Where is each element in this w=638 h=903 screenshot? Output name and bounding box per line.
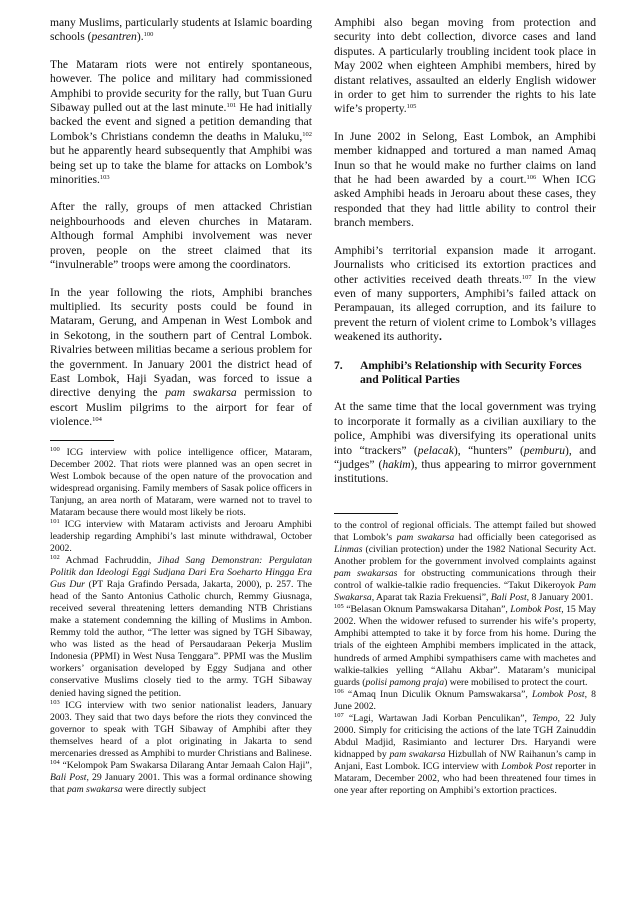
right-body-text bbox=[334, 16, 596, 487]
footnote-ref: 100 bbox=[143, 31, 154, 39]
footnote-ref: 105 bbox=[334, 603, 344, 611]
italic-text: pam swakarsa bbox=[165, 386, 237, 400]
italic-text: Tempo bbox=[532, 712, 558, 724]
italic-text: Jihad Sang Demonstran: Pergulatan Politik dan Ideologi Eggi Sudjana Dari Era Soeharto Hingga Era Gus Dur bbox=[50, 554, 312, 591]
footnote: to the control of regional officials. The attempt failed but showed that Lombok’s pam swakarsa had officially been categorised as Linmas (civilian protection) under the 1982 National Security Act. Another problem for the government involved complaints against pam swakarsas for obstructing communications through their control of walkie-talkie radio frequencies. “Takut Dikeroyok Pam Swakarsa, Aparat tak Razia Frekuensi”, Bali Post, 8 January 2001. bbox=[334, 520, 596, 604]
italic-text: Lombok Post bbox=[510, 604, 562, 616]
italic-text: Lombok Post bbox=[501, 760, 553, 772]
footnote-ref: 101 bbox=[50, 517, 60, 525]
italic-text: Lombok Post bbox=[531, 688, 585, 700]
footnote: $^{107}$ “Lagi, Wartawan Jadi Korban Penculikan”, Tempo, 22 July 2000. Simply for criticising the actions of the late TGH Zainuddin Abdul Madjid, Rasimianto and lecturer Drs. Haryandi were kidnapped by pam swakarsa Hizbullah of NW Raihanun’s camp in Anjani, East Lombok. ICG interview with Lombok Post reporter in Mataram, December 2002, who had been threatened four times in one year after reporting on Amphibi’s extortion practices. bbox=[334, 711, 596, 797]
italic-text: pam swakarsas bbox=[334, 568, 398, 580]
footnote-ref: 107 bbox=[334, 711, 344, 719]
italic-text: polisi pamong praja bbox=[365, 676, 445, 688]
body-paragraph: Amphibi’s territorial expansion made it arrogant. Journalists who criticised its extortion practices and other activities received death threats.$^{107}$ In the view even of many supporters, Amphibi’s failed attack on Perampauan, its alleged corruption, and its failure to prevent the return of violent crime to Lombok’s villages weakened its authority. bbox=[334, 243, 596, 344]
footnote: $^{105}$ “Belasan Oknum Pamswakarsa Ditahan”, Lombok Post, 15 May 2002. When the widower refused to surrender his wife’s property, Amphibi attempted to take it by force from his home. During the trials of the eighteen Amphibi members implicated in the attack, hundreds of armed Amphibi sympathisers came with machetes and walkie-talkies yelling “Allahu Akbar”. Mataram’s municipal guards (polisi pamong praja) were mobilised to protect the court. bbox=[334, 603, 596, 688]
footnote: $^{103}$ ICG interview with two senior nationalist leaders, January 2003. They said that two days before the riots they convinced the governor to speak with TGH Sibaway of Amphibi after they themselves heard of a plot originating in Jakarta to send mercenaries dressed as Amphibi to murder Christians and Balinese. bbox=[50, 698, 312, 759]
body-paragraph: Amphibi also began moving from protection and security into debt collection, divorce cases and land disputes. A particularly troubling incident took place in May 2002 when eighteen Amphibi members, hired by distant relatives, assaulted an elderly English widower in order to get him to surrender the rights to his late wife’s property.$^{105}$ bbox=[334, 16, 596, 116]
footnote: $^{102}$ Achmad Fachruddin, Jihad Sang Demonstran: Pergulatan Politik dan Ideologi Eggi Sudjana Dari Era Soeharto Hingga Era Gus Dur (PT Raja Grafindo Persada, Jakarta, 2000), p. 257. The head of the Santo Antonius Catholic church, Remmy Giusnaga, received several threatening letters demanding NTB Christians make a statement condemning the killing of Muslims in Ambon. Remmy told the author, “The letter was signed by TGH Sibaway, who was listed as the head of Persaudaraan Pekerja Muslim Indonesia (PPMI) in West Nusa Tenggara”. PPMI was the Muslim workers’ organisation developed by Eggy Sudjana and other conservative Muslims closely tied to the army. TGH Sibaway denied having signed the petition. bbox=[50, 553, 312, 699]
footnote-ref: 100 bbox=[50, 445, 60, 453]
italic-text: Linmas bbox=[334, 544, 363, 556]
left-footnotes bbox=[50, 447, 312, 796]
left-body-text bbox=[50, 16, 312, 430]
footnote: $^{106}$ “Amaq Inun Diculik Oknum Pamswakarsa”, Lombok Post, 8 June 2002. bbox=[334, 687, 596, 712]
right-footnotes bbox=[334, 513, 596, 797]
footnote-ref: 104 bbox=[92, 416, 102, 424]
footnote-ref: 103 bbox=[99, 174, 110, 182]
right-column bbox=[334, 16, 596, 797]
italic-text: pam swakarsa bbox=[389, 748, 446, 760]
footnote-ref: 102 bbox=[302, 130, 312, 138]
footnote-ref: 105 bbox=[406, 103, 417, 111]
footnote-ref: 106 bbox=[526, 174, 537, 182]
italic-text: pelacak bbox=[417, 443, 454, 457]
italic-text: pesantren bbox=[91, 30, 137, 44]
body-paragraph: The Mataram riots were not entirely spontaneous, however. The police and military had commissioned Amphibi to provide security for the rally, but Tuan Guru Sibaway pulled out at the last minute.$^{101}$ He had initially backed the event and signed a petition demanding that Lombok’s Christians condemn the deaths in Maluku,$^{102}$ but he apparently heard subsequently that Amphibi was being set up to take the blame for attacks on Lombok’s minorities.$^{103}$ bbox=[50, 57, 312, 187]
footnote-divider bbox=[50, 440, 114, 441]
footnote-ref: 106 bbox=[334, 687, 344, 695]
body-paragraph: many Muslims, particularly students at Islamic boarding schools (pesantren).$^{100}$ bbox=[50, 16, 312, 44]
body-paragraph: After the rally, groups of men attacked Christian neighbourhoods and eleven churches in Mataram. Although formal Amphibi involvement was never proven, people on the street claimed that its “invulnerable” troops were among the coordinators. bbox=[50, 200, 312, 272]
italic-text: hakim bbox=[382, 457, 411, 471]
section-title: Amphibi’s Relationship with Security Forces and Political Parties bbox=[360, 358, 582, 386]
footnote: $^{100}$ ICG interview with police intelligence officer, Mataram, December 2002. That riots were planned was an open secret in West Lombok because of the open nature of the provocation and widespread organising. Family members of Sasak police officers in Tanjung, an area north of Mataram, were warned not to travel to Mataram because there would most likely be riots. bbox=[50, 445, 312, 518]
italic-text: pemburu bbox=[523, 443, 566, 457]
italic-text: Bali Post bbox=[50, 771, 87, 783]
footnote-ref: 107 bbox=[521, 273, 532, 281]
bold-text: . bbox=[438, 330, 442, 344]
italic-text: pam swakarsa bbox=[66, 783, 123, 795]
section-heading bbox=[334, 359, 596, 388]
body-paragraph: At the same time that the local government was trying to incorporate it formally as a civilian auxiliary to the police, Amphibi was diversifying its operational units into “trackers” (pelacak), “hunters” (pemburu), and “judges” (hakim), thus appearing to mirror government institutions. bbox=[334, 400, 596, 486]
footnote-ref: 104 bbox=[50, 758, 60, 766]
body-paragraph: In June 2002 in Selong, East Lombok, an Amphibi member kidnapped and tortured a man named Amaq Inun so that he would make no further claims on land that he had been awarded by a court.$^{106}$ When ICG asked Amphibi heads in Jeroaru about these cases, they responded that they had little ability to control their branch members. bbox=[334, 129, 596, 230]
italic-text: Bali Post bbox=[490, 592, 527, 604]
footnote-ref: 102 bbox=[50, 553, 60, 561]
left-column bbox=[50, 16, 312, 796]
footnote-ref: 103 bbox=[50, 698, 60, 706]
footnote: $^{104}$ “Kelompok Pam Swakarsa Dilarang Antar Jemaah Calon Haji”, Bali Post, 29 January 2001. This was a formal ordinance showing that pam swakarsa were directly subject bbox=[50, 758, 312, 795]
body-paragraph: In the year following the riots, Amphibi branches multiplied. Its security posts could be found in Mataram, Gerung, and Ampenan in West Lombok and in Sekotong, in the southern part of Central Lombok. Rivalries between militias became a serious problem for the government. In January 2001 the district head of East Lombok, Haji Syadan, was forced to issue a directive denying the pam swakarsa permission to escort Muslim pilgrims to the airport for fear of violence.$^{104}$ bbox=[50, 285, 312, 429]
footnote-divider bbox=[334, 513, 398, 514]
footnote: $^{101}$ ICG interview with Mataram activists and Jeroaru Amphibi leadership regarding Amphibi’s last minute withdrawal, October 2002. bbox=[50, 517, 312, 554]
italic-text: Pam Swakarsa bbox=[334, 580, 596, 604]
footnote-ref: 101 bbox=[226, 102, 237, 110]
section-number: 7. bbox=[334, 358, 343, 372]
italic-text: pam swakarsa bbox=[396, 532, 455, 544]
